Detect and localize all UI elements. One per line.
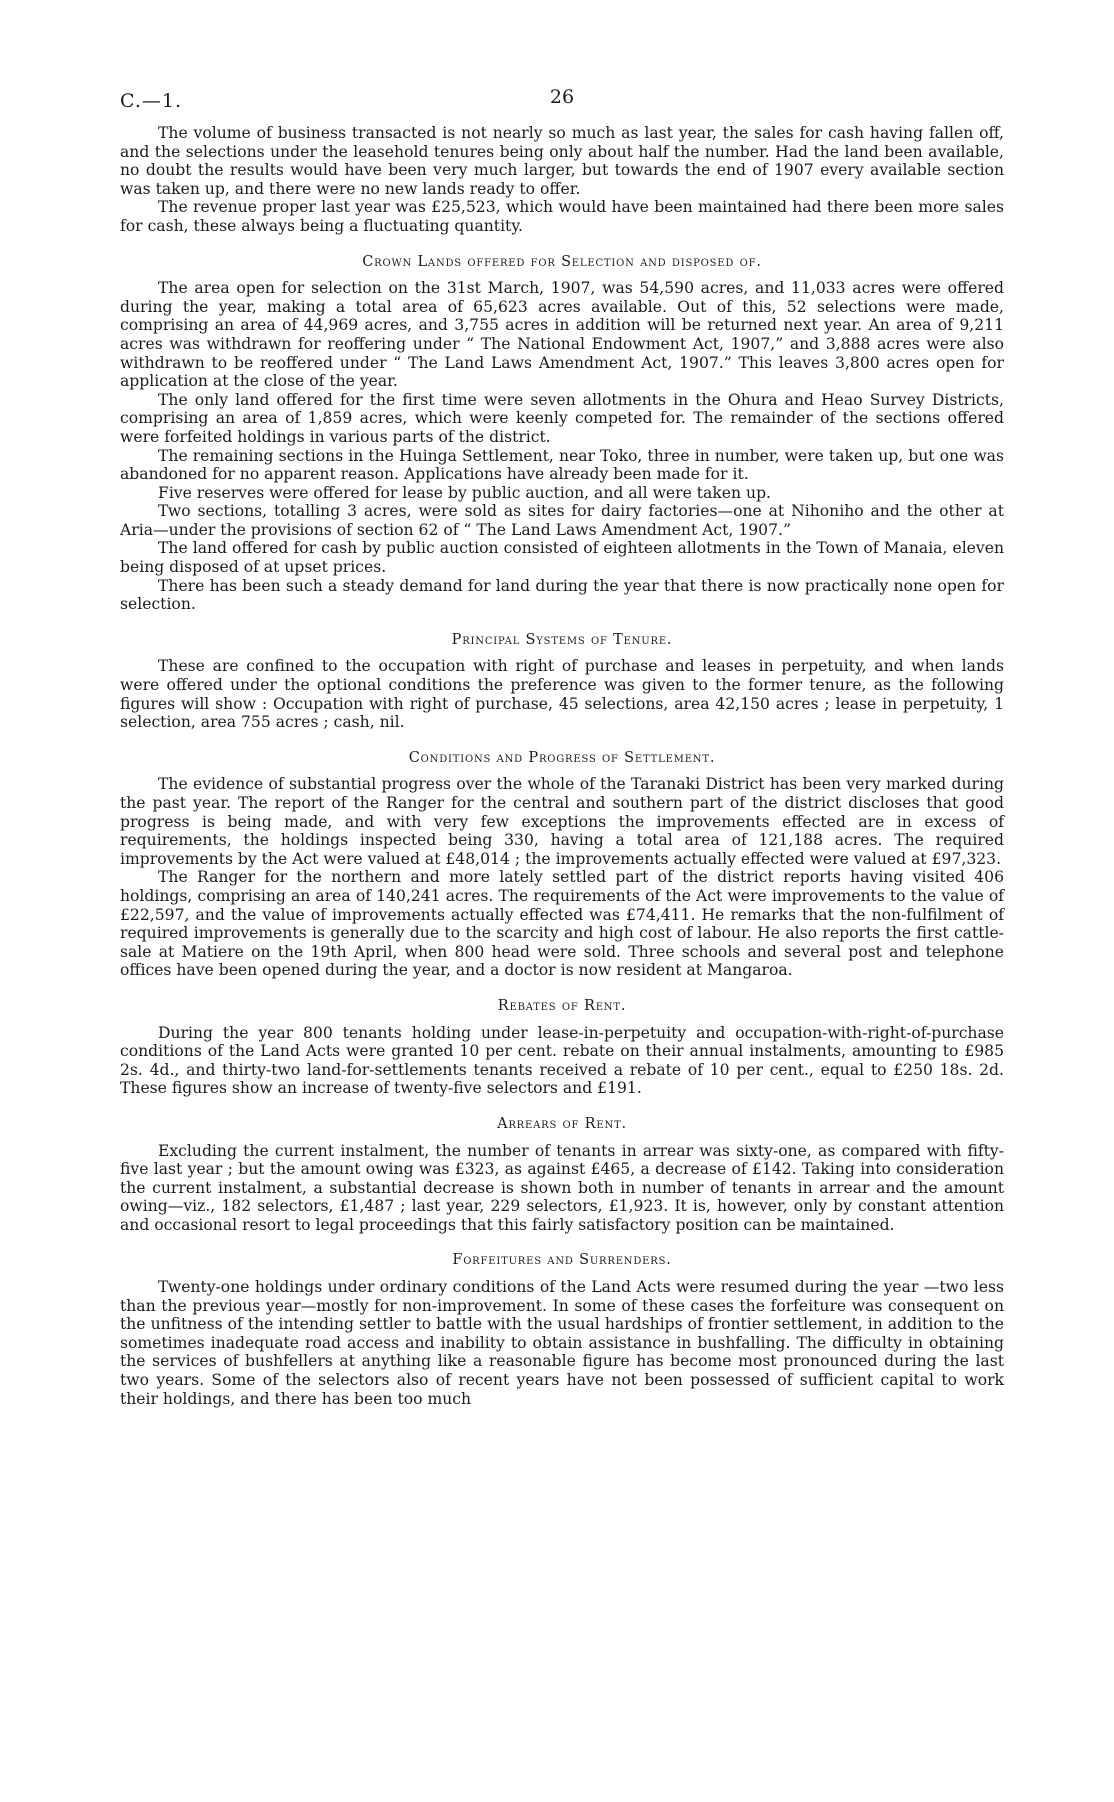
paragraph: The Ranger for the northern and more lately settled part of the district reports having visited 406 holdings, comprising an area of 140,241 acres. The requirements of the Act were improvements to the value of £22,597, and the value of improvements actually effected was £74,411. He remarks that the non-fulfilment of required improvements is generally due to the scarcity and high cost of labour. He also reports the first cattle-sale at Matiere on the 19th April, when 800 head were sold. Three schools and several post and telephone offices have been opened during the year, and a doctor is now resident at Mangaroa. xyxy=(120,868,1004,980)
section-heading: Conditions and Progress of Settlement. xyxy=(408,749,716,766)
paragraph: Excluding the current instalment, the number of tenants in arrear was sixty-one, as compared with fifty-five last year ; but the amount owing was £323, as against £465, a decrease of £142. Taking into consideration the current instalment, a substantial decrease is shown both in number of tenants in arrear and the amount owing—viz., 182 selectors, £1,487 ; last year, 229 selectors, £1,923. It is, however, only by constant attention and occasional resort to legal proceedings that this fairly satisfactory position can be maintained. xyxy=(120,1141,1004,1234)
paragraph: These are confined to the occupation with right of purchase and leases in perpetuity, and when lands were offered under the optional conditions the preference was given to the former tenure, as the following figures will show : Occupation with right of purchase, 45 selections, area 42,150 acres ; lease in perpetuity, 1 selection, area 755 acres ; cash, nil. xyxy=(120,657,1004,732)
section-crown-lands xyxy=(120,253,1004,614)
page-header xyxy=(120,84,1004,124)
paragraph: The only land offered for the first time were seven allotments in the Ohura and Heao Survey Districts, comprising an area of 1,859 acres, which were keenly competed for. The remainder of the sections offered were forfeited holdings in various parts of the district. xyxy=(120,390,1004,446)
section-arrears xyxy=(120,1115,1004,1235)
paragraph: The volume of business transacted is not nearly so much as last year, the sales for cash having fallen off, and the selections under the leasehold tenures being only about half the number. Had the land been available, no doubt the results would have been very much larger, but towards the end of 1907 every available section was taken up, and there were no new lands ready to offer. xyxy=(120,124,1004,198)
paragraph: The land offered for cash by public auction consisted of eighteen allotments in the Town of Manaia, eleven being disposed of at upset prices. xyxy=(120,539,1004,577)
paragraph: Twenty-one holdings under ordinary conditions of the Land Acts were resumed during the year —two less than the previous year—mostly for non-improvement. In some of these cases the forfeiture was consequent on the unfitness of the intending settler to battle with the usual hardships of frontier settlement, in addition to the sometimes inadequate road access and inability to obtain assistance in bushfalling. The difficulty in obtaining the services of bushfellers at anything like a reasonable figure has become most pronounced during the last two years. Some of the selectors also of recent years have not been possessed of sufficient capital to work their holdings, and there has been too much xyxy=(120,1278,1004,1408)
paragraph: Five reserves were offered for lease by public auction, and all were taken up. xyxy=(158,483,772,502)
section-heading: Rebates of Rent. xyxy=(497,997,627,1014)
section-tenure xyxy=(120,631,1004,732)
paragraph: The area open for selection on the 31st March, 1907, was 54,590 acres, and 11,033 acres were offered during the year, making a total area of 65,623 acres available. Out of this, 52 selections were made, comprising an area of 44,969 acres, and 3,755 acres in addition will be returned next year. An area of 9,211 acres was withdrawn for reoffering under “ The National Endowment Act, 1907,” and 3,888 acres were also withdrawn to be reoffered under “ The Land Laws Amendment Act, 1907.” This leaves 3,800 acres open for application at the close of the year. xyxy=(120,279,1004,391)
paragraph: There has been such a steady demand for land during the year that there is now practically none open for selection. xyxy=(120,576,1004,614)
paragraph: The revenue proper last year was £25,523, which would have been maintained had there been more sales for cash, these always being a fluctuating quantity. xyxy=(120,198,1004,235)
section-heading: Crown Lands offered for Selection and disposed of. xyxy=(362,253,762,270)
section-heading: Principal Systems of Tenure. xyxy=(451,631,673,648)
paragraph: During the year 800 tenants holding under lease-in-perpetuity and occupation-with-right-of-purchase conditions of the Land Acts were granted 10 per cent. rebate on their annual instalments, amounting to £985 2s. 4d., and thirty-two land-for-settlements tenants received a rebate of 10 per cent., equal to £250 18s. 2d. These figures show an increase of twenty-five selectors and £191. xyxy=(120,1023,1004,1098)
intro-block xyxy=(120,124,1004,236)
paragraph: The remaining sections in the Huinga Settlement, near Toko, three in number, were taken up, but one was abandoned for no apparent reason. Applications have already been made for it. xyxy=(120,446,1004,484)
section-heading: Arrears of Rent. xyxy=(497,1115,627,1132)
section-heading: Forfeitures and Surrenders. xyxy=(452,1252,672,1269)
section-settlement xyxy=(120,749,1004,980)
document-reference: C.—1. xyxy=(120,90,183,112)
paragraph: The evidence of substantial progress over the whole of the Taranaki District has been very marked during the past year. The report of the Ranger for the central and southern part of the district discloses that good progress is being made, and with very few exceptions the improvements effected are in excess of requirements, the holdings inspected being 330, having a total area of 121,188 acres. The required improvements by the Act were valued at £48,014 ; the improvements actually effected were valued at £97,323. xyxy=(120,775,1004,868)
section-rebates xyxy=(120,997,1004,1098)
paragraph: Two sections, totalling 3 acres, were sold as sites for dairy factories—one at Nihoniho and the other at Aria—under the provisions of section 62 of “ The Land Laws Amendment Act, 1907.” xyxy=(120,502,1004,539)
page-number: 26 xyxy=(549,86,575,108)
section-forfeitures xyxy=(120,1251,1004,1408)
